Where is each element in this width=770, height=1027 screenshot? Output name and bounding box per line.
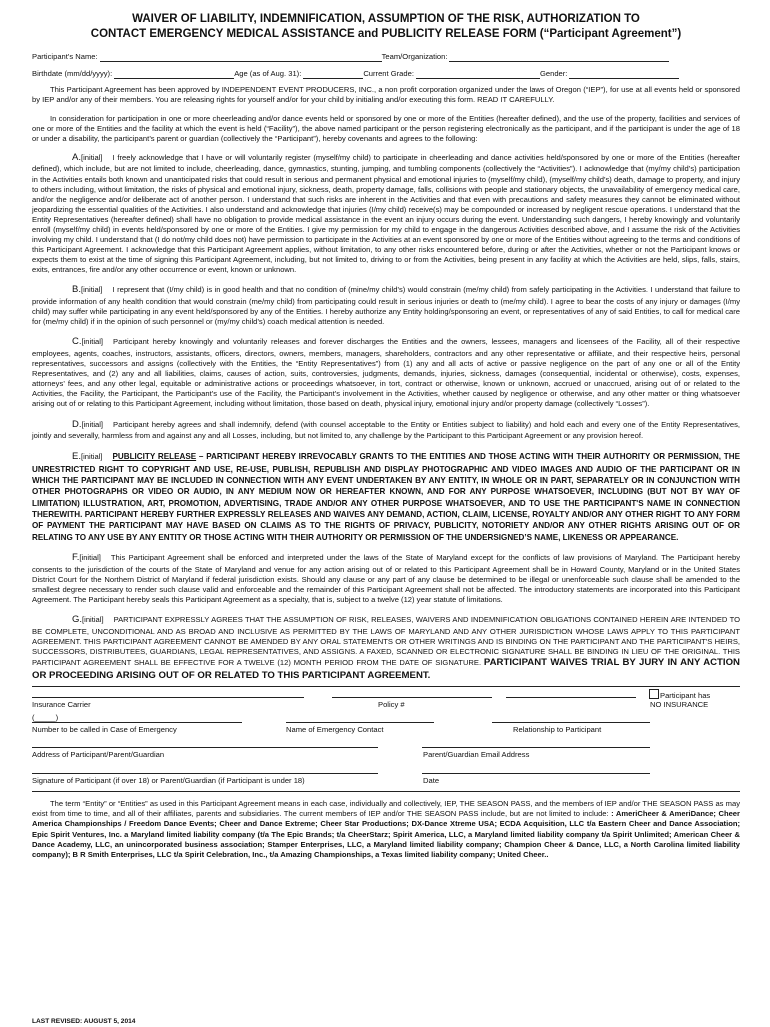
footnote-divider xyxy=(32,791,740,792)
clause-c-letter: C. xyxy=(72,336,82,348)
intro-paragraph-2: In consideration for participation in one or more cheerleading and/or dance events held or sponsored by one or more of the Entities (hereafter defined), and the use of the property, facilities and services of one or more of the Entities and the facility at which the event is held (“Facility”), the above named participant or the person registering electronically as the participant, and if the participant is under the age of 18 or under a disability, the participant’s parent or guardian (collectively the “Participant”), hereby covenants and agrees to the following: xyxy=(32,113,740,143)
address-line[interactable] xyxy=(32,747,378,748)
gender-label: Gender: xyxy=(539,69,568,79)
relationship-line[interactable] xyxy=(492,722,650,723)
clause-g-letter: G. xyxy=(72,613,83,625)
clause-c-text: Participant hereby knowingly and voluntarily releases and forever discharges the Entities and the owners, lessees, managers and licensees of the Facility, all of their respective employees, agents, coaches, instructors, assistants, officers, directors, owners, members, managers, shareholders, contractors and any other representative or affiliate, and their respective heirs, personal representatives, successors and assigns (collectively with the Entities, the “Entity Representatives”) from (1) any and all acts of active or passive negligence on the part of any one or all of the Entity Representatives, and (2) any and all liabilities, claims, causes of action, suits, controversies, judgments, demands, injuries, sickness, damages (consequential, incidental or otherwise), costs, expenses, attorneys’ fees, and any other legal, equitable or administrative actions or proceedings whatsoever, in tort, contract or otherwise, known or unknown, accrued or unaccrued, arising out of or related to the Activities, the Facility, the Participant, the Participant’s use of the Facility, the Participant’s involvement in the Activities, whether caused by negligence or otherwise, and any other matter or thing whatsoever arising out of or relating to this Participant Agreement, including without limitation, those based on death, physical injury, emotional injury and/or property damage (collectively “Losses”). xyxy=(32,337,740,409)
clause-e xyxy=(32,450,740,543)
clause-c xyxy=(32,336,740,409)
no-insurance-label-1: Participant has xyxy=(660,691,711,701)
clause-d xyxy=(32,419,740,442)
waiver-document xyxy=(32,12,740,1025)
team-label: Team/Organization: xyxy=(381,52,448,62)
clause-c-initial[interactable]: [initial] xyxy=(81,337,104,347)
no-insurance-label-2: NO INSURANCE xyxy=(650,700,709,710)
clause-a-initial[interactable]: [initial] xyxy=(80,152,103,162)
grade-field[interactable] xyxy=(416,68,540,79)
document-title xyxy=(32,12,740,42)
date-label: Date xyxy=(423,776,440,786)
date-line[interactable] xyxy=(422,773,650,774)
team-field[interactable] xyxy=(449,51,669,62)
clause-d-letter: D. xyxy=(72,418,82,430)
email-label: Parent/Guardian Email Address xyxy=(423,750,530,760)
clause-e-letter: E. xyxy=(72,451,81,463)
clause-a xyxy=(32,152,740,276)
phone-area-code[interactable]: (_____) xyxy=(32,713,59,723)
insurance-carrier-line[interactable] xyxy=(32,697,304,698)
address-label: Address of Participant/Parent/Guardian xyxy=(32,750,165,760)
participant-team-row xyxy=(32,51,740,62)
clause-f-text: This Participant Agreement shall be enforced and interpreted under the laws of the State of Maryland except for the conflicts of law provisions of Maryland. The Participant hereby consents to the jurisdiction of the courts of the State of Maryland and venue for any action arising out of or related to this Participant Agreement shall be in Howard County, Maryland or in the United States District Court for the Northern District of Maryland if federal jurisdiction exists. Should any clause or any part of any clause be determined to be illegal or unenforceable such clause shall be amended to the smallest degree necessary to render such clause valid and enforceable and the remainder of this Participant Agreement shall not be affected. The introductory statements are incorporated into this Participant Agreement. The Participant hereby seals this Participant Agreement as a specialty, that is, subject to a twelve (12) year statute of limitations. xyxy=(32,552,740,604)
publicity-release-heading: PUBLICITY RELEASE xyxy=(112,452,197,462)
jury-waiver-text: PARTICIPANT WAIVES TRIAL BY JURY IN ANY ACTION OR PROCEEDING ARISING OUT OF OR RELATED TO THIS PARTICIPANT AGREEMENT. xyxy=(32,656,740,681)
clause-g-text: PARTICIPANT EXPRESSLY AGREES THAT THE ASSUMPTION OF RISK, RELEASES, WAIVERS AND INDEMNIFICATION OBLIGATIONS CONTAINED HEREIN ARE INTENDED TO BE COMPLETE, UNCONDITIONAL AND AS BROAD AND INCLUSIVE AS PERMITTED BY THE LAWS OF MARYLAND AND ANY OTHER JURISDICTION WHOSE LAWS APPLY TO THIS PARTICIPANT AGREEMENT. THIS PARTICIPANT AGREEMENT CANNOT BE AMENDED BY ANY ORAL STATEMENTS OR OTHER WRITINGS AND IS BINDING ON THE PARTICIPANT AND THE PARTICIPANT'S HEIRS, SUCCESSORS, DISTRIBUTEES, GUARDIANS, LEGAL REPRESENTATIVES, AND ASSIGNS. A FAXED, SCANNED OR ELECTRONIC SIGNATURE SHALL BE BINDING IN LIEU OF THE ORIGINAL. THIS PARTICIPANT AGREEMENT SHALL BE EFFECTIVE FOR A TWELVE (12) MONTH PERIOD FROM THE DATE OF SIGNATURE. xyxy=(32,614,740,667)
birthdate-field[interactable] xyxy=(114,68,234,79)
clause-b-initial[interactable]: [initial] xyxy=(80,285,103,295)
participant-name-label: Participant's Name: xyxy=(32,52,98,62)
clause-d-text: Participant hereby agrees and shall indemnify, defend (with counsel acceptable to the Entity or Entities subject to liability) and hold each and every one of the Entity Representatives, jointly and severally, harmless from and against any and all Losses, including, but not limited to, any challenge by the Participant to this Participant Agreement or any provision hereof. xyxy=(32,419,740,441)
policy-number-line[interactable] xyxy=(332,697,492,698)
clause-b-text: I represent that (I/my child) is in good health and that no condition of (mine/my child’s) would constrain (me/my child) from safely participating in the Activities. I understand that failure to provide information of any health condition that would constrain (me/my child) from participating could result in serious injuries or death to (me/my child). I agree to bear the costs of any injury or damages (I/my child) may suffer while participating in any event held/sponsored by any of the Entities. I hereby authorize any Entity holding/sponsoring an event, or representatives of any of said Entities, to call for medical care for (me/my child) if in the opinion of such personnel or (my/my child’s) coach medical attention is needed. xyxy=(32,285,740,327)
policy-number-label: Policy # xyxy=(378,700,405,710)
clause-e-text: – PARTICIPANT HEREBY IRREVOCABLY GRANTS TO THE ENTITIES AND THOSE ACTING WITH THEIR AUTHORITY OR PERMISSION, THE UNRESTRICTED RIGHT TO COPYRIGHT AND USE, RE-USE, PUBLISH, REPUBLISH AND DISPLAY PHOTOGRAPHIC AND VIDEO IMAGES AND AUDIO OF THE PARTICIPANT OR IN WHICH THE PARTICIPANT MAY BE INCLUDED IN CONNECTION WITH ANY EVENT UNDERTAKEN BY ANY ENTITY, IN WHOLE OR IN PART, SEPARATELY OR IN CONJUNCTION WITH OTHER PHOTOGRAPHS OR VIDEO OR AUDIO, IN ANY MEDIUM NOW OR HEREAFTER KNOWN, AND FOR ANY PURPOSE WHATSOEVER, INCLUDING (BUT NOT BY WAY OF LIMITATION) ILLUSTRATION, ART, PROMOTION, ADVERTISING, TRADE AND/OR ANY OTHER PURPOSE WHATSOEVER, AND TO USE THE PARTICIPANT'S NAME IN CONNECTION THEREWITH. PARTICIPANT HEREBY FURTHER EXPRESSLY RELEASES AND WAIVES ANY DEMAND, ACTION, CLAIM, LICENSE, ROYALTY AND/OR ANY OTHER RIGHT TO ANY FORM OF PAYMENT THE PARTICIPANT MAY HAVE BASED ON CLAIMS AS TO THE RIGHTS OF PRIVACY, PUBLICITY, NOTORIETY AND/OR ANY OTHER RIGHTS ARISING OUT OF OR RELATING TO ANY USE BY ANY ENTITY OR THOSE ACTING WITH THEIR AUTHORITY OR PERMISSION OF THE UNDERSIGNED’S NAME, LIKENESS OR APPEARANCE. xyxy=(32,452,740,542)
birthdate-row xyxy=(32,68,740,79)
clause-e-initial[interactable]: [initial] xyxy=(80,452,103,462)
birthdate-label: Birthdate (mm/dd/yyyy): xyxy=(32,69,113,79)
emergency-contact-line[interactable] xyxy=(286,722,434,723)
entity-members-list: : AmeriCheer & AmeriDance; Cheer America Championships / Freedom Dance Events; Cheer and Dance Extreme; Cheer Star Productions; DX-Dance Xtreme USA; ECDA Acquisition, LLC t/a Eastern Cheer and Dance Association; Epic Spirit Ventures, Inc. a Maryland limited liability company (t/a The Epic Brands; t/a CheerStarz; Spirit America, LLC, a Maryland limited liability company t/a Spirit Unlimited; American Cheer & Dance Academy, LLC, an unincorporated business association; Stamper Enterprises, LLC, a Maryland limited liability company; Champion Cheer & Dance, LLC, a North Carolina limited liability company); B R Smith Enterprises, LLC t/a Spirit Celebration, Inc., t/a Amazing Championships, a Texas limited liability company; United Cheer.. xyxy=(32,809,740,859)
signature-label: Signature of Participant (if over 18) or Parent/Guardian (if Participant is under 18) xyxy=(32,776,305,786)
gender-field[interactable] xyxy=(569,68,679,79)
title-line-1: WAIVER OF LIABILITY, INDEMNIFICATION, ASSUMPTION OF THE RISK, AUTHORIZATION TO xyxy=(132,13,640,25)
clause-d-initial[interactable]: [initial] xyxy=(81,419,104,429)
signature-line[interactable] xyxy=(32,773,378,774)
clause-b xyxy=(32,284,740,327)
participant-name-field[interactable] xyxy=(100,51,382,62)
clause-b-letter: B. xyxy=(72,284,81,296)
policy-extra-line[interactable] xyxy=(506,697,636,698)
clause-a-text: I freely acknowledge that I have or will voluntarily register (myself/my child) to participate in cheerleading and dance activities held/sponsored by one or more of the Entities (hereafter defined), which include, but are not limited to include, cheerleading, dance, gymnastics, stunting, jumping, and tumbling components (collectively the “Activities”). I acknowledge that (my/my child’s) participation in the Activities entails both known and unanticipated risks that could result in serious and permanent physical and emotional injuries to (myself/my child), (myself/my child’s) death, damage to property, and injury to others including, without limitation, the risks of physical and emotional injury, sickness, death, property damage, falls, collisions with people and stationary objects, the unavailability of emergency medical care, and/or the negligence and/or deliberate act of another person. I understand that such risks are inherent in the Activities and that even with precautions and safety measures they cannot be eliminated without jeopardizing the essential qualities of the Activities. I also understand and acknowledge that injuries (I/my child) receive(s) may be compounded or increased by negligent rescue operations. I understand that the Entity Representatives (hereafter defined) shall have no obligation to provide medical assistance in the event an injury occurs during the event. Understanding such dangers, I hereby knowingly and voluntarily enroll (myself/my child) in events held/sponsored by one or more of the Entities. I give my permission for my child to engage in the dangerous Activities described above, and I assume the risk of the Activities involving my child. I understand that (I do not/my child does not) have permission to participate in the Activities at an event sponsored by one or more of the Entities without agreeing to the terms and conditions of this Participant Agreement. I acknowledge that this Participant Agreement applies, without limitation, to any other risks encountered before, during or after the Activities, whether or not the Participant knows or expects them to exist at the time of signing this Participant Agreement, including, but not limited to, driving to or from the Activities, being present in any facility at which the Activities are held, slips, falls, stairs, exits, entrances, fire and/or any other occurrence or event, known or unknown. xyxy=(32,152,740,275)
title-line-2: CONTACT EMERGENCY MEDICAL ASSISTANCE and PUBLICITY RELEASE FORM (“Participant Agreement”) xyxy=(90,28,682,41)
clause-a-letter: A. xyxy=(72,151,81,163)
no-insurance-checkbox[interactable] xyxy=(649,689,659,699)
emergency-contact-label: Name of Emergency Contact xyxy=(286,725,384,735)
relationship-label: Relationship to Participant xyxy=(513,725,602,735)
last-revised: LAST REVISED: AUGUST 5, 2014 xyxy=(32,1018,136,1025)
clause-f-letter: F. xyxy=(72,551,80,563)
insurance-carrier-label: Insurance Carrier xyxy=(32,700,91,710)
age-label: Age (as of Aug. 31): xyxy=(234,69,302,79)
clause-g-initial[interactable]: [initial] xyxy=(82,614,104,624)
age-field[interactable] xyxy=(303,68,363,79)
clause-f-initial[interactable]: [initial] xyxy=(79,552,101,562)
clause-f xyxy=(32,552,740,605)
intro-paragraph-1: This Participant Agreement has been approved by INDEPENDENT EVENT PRODUCERS, INC., a non profit corporation organized under the laws of Oregon (“IEP”), for use at all events held or sponsored by IEP and/or any of their members. You are releasing rights for yourself and/or for your child by initialing and/or executing this form. READ IT CAREFULLY. xyxy=(32,85,740,105)
clause-g xyxy=(32,614,740,682)
grade-label: Current Grade: xyxy=(363,69,414,79)
participant-info-section xyxy=(32,687,740,815)
email-line[interactable] xyxy=(422,747,650,748)
entity-definition-text: The term “Entity” or “Entities” as used in this Participant Agreement means in each case, individually and collectively, IEP, THE SEASON PASS, and the members of IEP and/or THE SEASON PASS as may exist from time to time, and all of their affiliates, parents and subsidiaries. The current members of IEP and/or THE SEASON PASS include, but are not limited to include: xyxy=(32,799,740,819)
emergency-phone-line[interactable] xyxy=(32,722,242,723)
emergency-phone-label: Number to be called in Case of Emergency xyxy=(32,725,177,735)
